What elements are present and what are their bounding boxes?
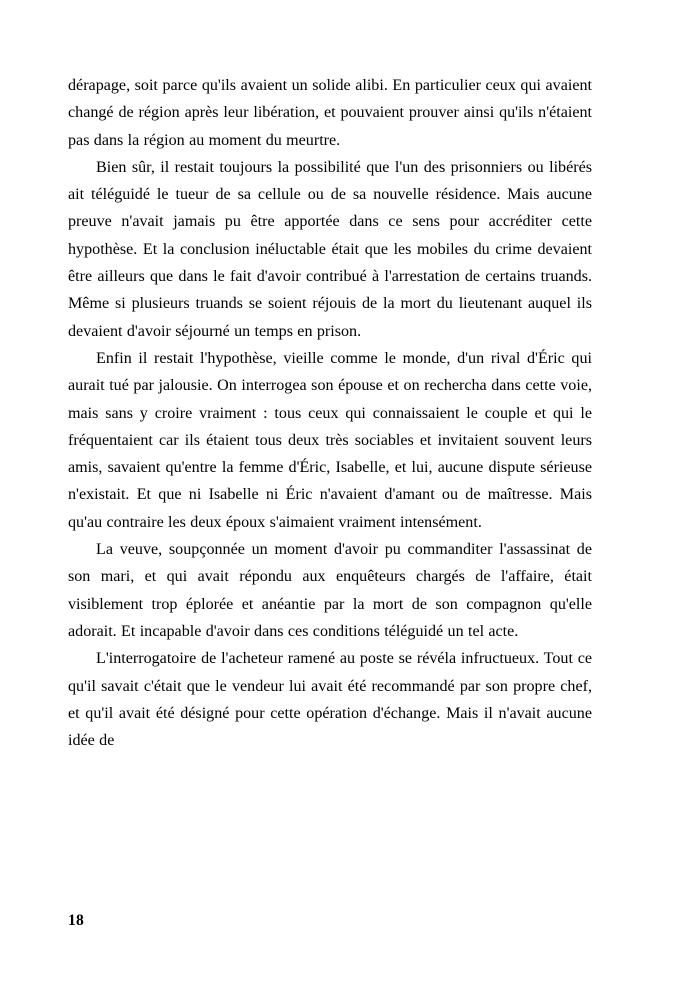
paragraph: La veuve, soupçonnée un moment d'avoir pu commanditer l'assassinat de son mari, et qui avait répondu aux enquêteurs chargés de l'affaire, était visiblement trop éplorée et anéantie par la mort de son compagnon qu'elle adorait. Et incapable d'avoir dans ces conditions téléguidé un tel acte.: [68, 541, 592, 640]
body-text-block: [68, 72, 592, 754]
paragraph: dérapage, soit parce qu'ils avaient un solide alibi. En particulier ceux qui avaient changé de région après leur libération, et pouvaient prouver ainsi qu'ils n'étaient pas dans la région au moment du meurtre.: [68, 77, 592, 149]
paragraph: Bien sûr, il restait toujours la possibilité que l'un des prisonniers ou libérés ait téléguidé le tueur de sa cellule ou de sa nouvelle résidence. Mais aucune preuve n'avait jamais pu être apportée dans ce sens pour accréditer cette hypothèse. Et la conclusion inéluctable était que les mobiles du crime devaient être ailleurs que dans le fait d'avoir contribué à l'arrestation de certains truands. Même si plusieurs truands se soient réjouis de la mort du lieutenant auquel ils devaient d'avoir séjourné un temps en prison.: [68, 158, 592, 340]
paragraph: L'interrogatoire de l'acheteur ramené au poste se révéla infructueux. Tout ce qu'il savait c'était que le vendeur lui avait été recommandé par son propre chef, et qu'il avait été désigné pour cette opération d'échange. Mais il n'avait aucune idée de: [68, 650, 592, 750]
paragraph: Enfin il restait l'hypothèse, vieille comme le monde, d'un rival d'Éric qui aurait tué par jalousie. On interrogea son épouse et on rechercha dans cette voie, mais sans y croire vraiment : tous ceux qui connaissaient le couple et qui le fréquentaient car ils étaient tous deux très sociables et invitaient souvent leurs amis, savaient qu'entre la femme d'Éric, Isabelle, et lui, aucune dispute sérieuse n'existait. Et que ni Isabelle ni Éric n'avaient d'amant ou de maîtresse. Mais qu'au contraire les deux époux s'aimaient vraiment intensément.: [68, 349, 592, 531]
page-number: 18: [68, 912, 85, 929]
